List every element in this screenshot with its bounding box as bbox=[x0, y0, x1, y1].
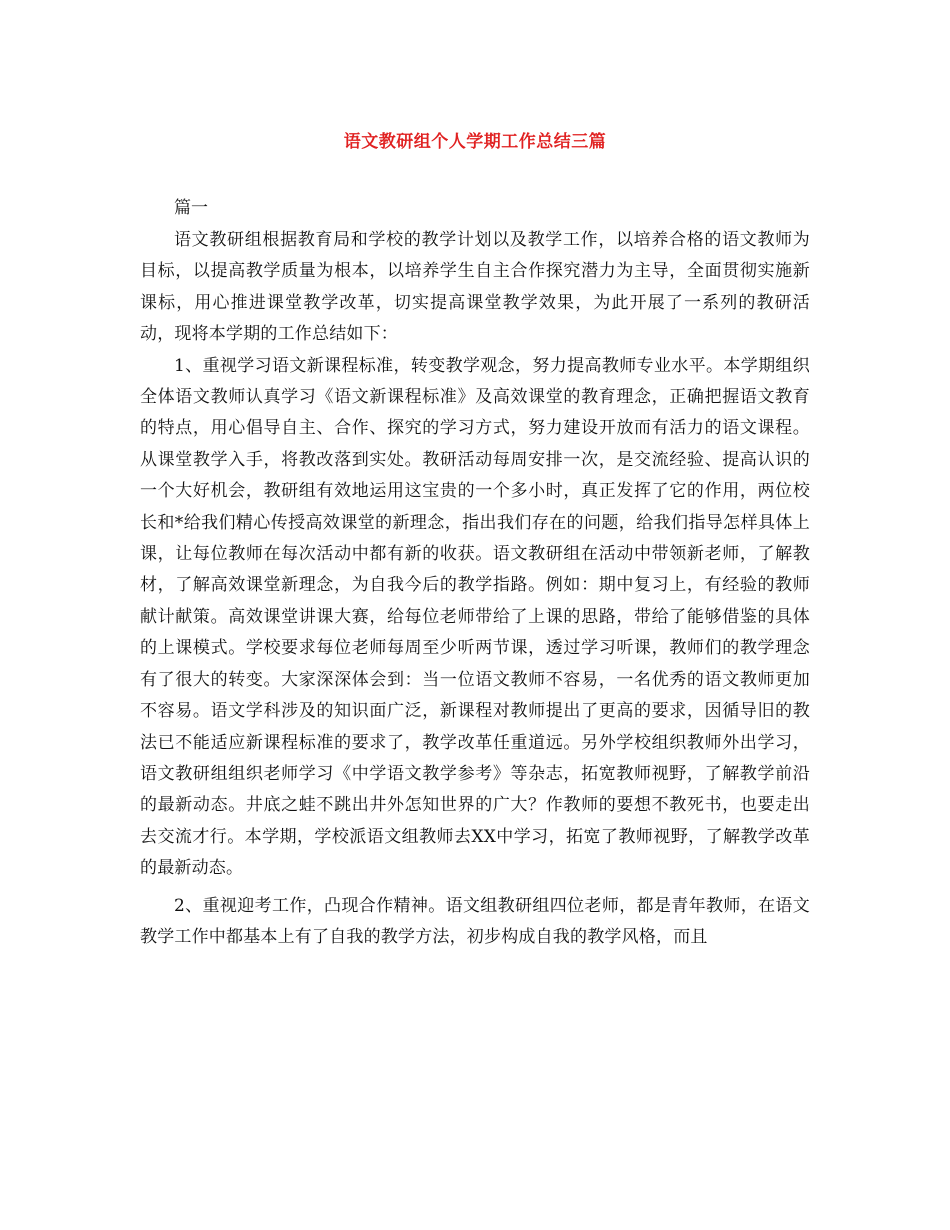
paragraph-intro: 语文教研组根据教育局和学校的教学计划以及教学工作，以培养合格的语文教师为目标，以提高教学质量为根本，以培养学生自主合作探究潜力为主导，全面贯彻实施新课标，用心推进课堂教学改革，切实提高课堂教学效果，为此开展了一系列的教研活动，现将本学期的工作总结如下： bbox=[140, 230, 810, 345]
section-label: 篇一 bbox=[174, 198, 208, 218]
paragraph-item-2: 2、重视迎考工作，凸现合作精神。语文组教研组四位老师，都是青年教师，在语文教学工作中都基本上有了自我的教学方法，初步构成自我的教学风格，而且 bbox=[140, 895, 810, 947]
document-title: 语文教研组个人学期工作总结三篇 bbox=[343, 132, 607, 152]
document-body bbox=[140, 193, 810, 953]
paragraph-item-1: 1、重视学习语文新课程标准，转变教学观念，努力提高教师专业水平。本学期组织全体语文教师认真学习《语文新课程标准》及高效课堂的教育理念，正确把握语文教育的特点，用心倡导自主、合作、探究的学习方式，努力建设开放而有活力的语文课程。从课堂教学入手，将教改落到实处。教研活动每周安排一次，是交流经验、提高认识的一个大好机会，教研组有效地运用这宝贵的一个多小时，真正发挥了它的作用，两位校长和*给我们精心传授高效课堂的新理念，指出我们存在的问题，给我们指导怎样具体上课，让每位教师在每次活动中都有新的收获。语文教研组在活动中带领新老师，了解教材，了解高效课堂新理念，为自我今后的教学指路。例如：期中复习上，有经验的教师献计献策。高效课堂讲课大赛，给每位老师带给了上课的思路，带给了能够借鉴的具体的上课模式。学校要求每位老师每周至少听两节课，透过学习听课，教师们的教学理念有了很大的转变。大家深深体会到：当一位语文教师不容易，一名优秀的语文教师更加不容易。语文学科涉及的知识面广泛，新课程对教师提出了更高的要求，因循导旧的教法已不能适应新课程标准的要求了，教学改革任重道远。另外学校组织教师外出学习，语文教研组组织老师学习《中学语文教学参考》等杂志，拓宽教师视野，了解教学前沿的最新动态。井底之蛙不跳出井外怎知世界的广大？作教师的要想不教死书，也要走出去交流才行。本学期，学校派语文组教师去XX中学习，拓宽了教师视野，了解教学改革的最新动态。 bbox=[140, 355, 810, 879]
